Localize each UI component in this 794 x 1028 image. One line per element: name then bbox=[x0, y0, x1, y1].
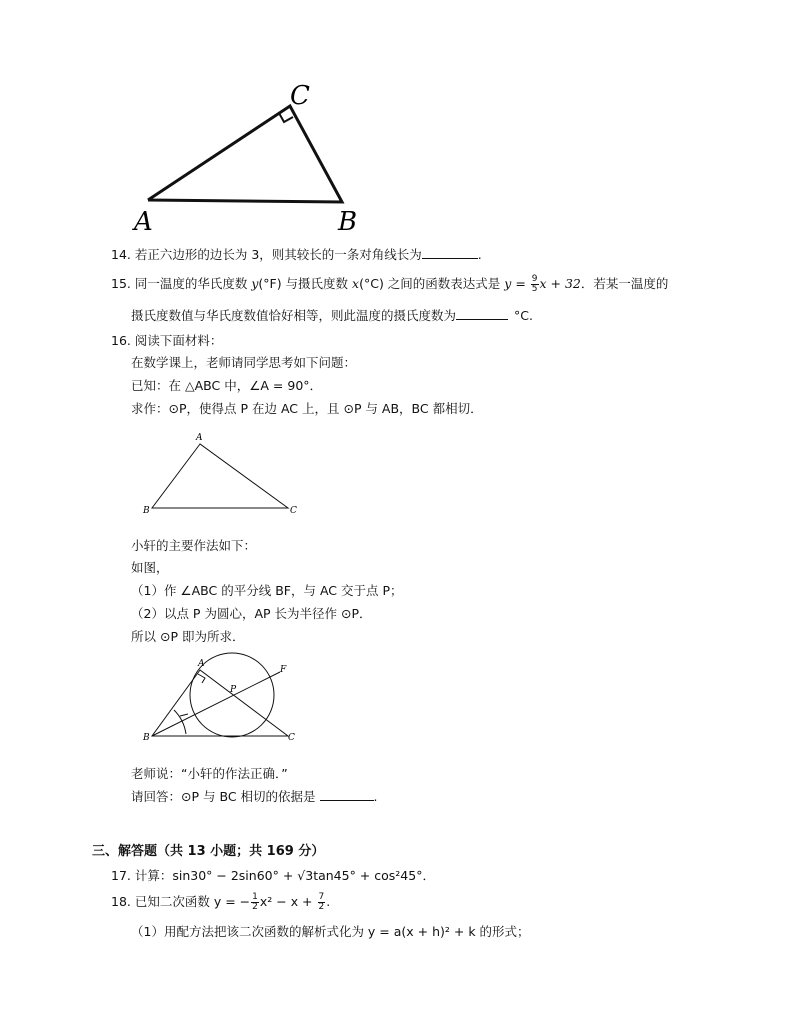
right-angle-mark bbox=[279, 113, 293, 122]
question-18-line1 bbox=[111, 892, 330, 912]
q16-triangle-figure bbox=[140, 430, 310, 522]
label-B: B bbox=[338, 207, 358, 237]
fig1-label-C: C bbox=[290, 506, 297, 516]
q16-l11-end: . bbox=[373, 789, 378, 804]
q15-expr-tail: x + 32 bbox=[539, 276, 581, 291]
q16-blank[interactable] bbox=[320, 788, 374, 801]
q16-line1: 16. 阅读下面材料： bbox=[111, 333, 223, 348]
q14-blank[interactable] bbox=[422, 246, 478, 259]
q16-triangle-sides bbox=[152, 444, 288, 508]
fig2-label-P: P bbox=[230, 685, 237, 695]
question-15-line1: 15. 同一温度的华氏度数 y(°F) 与摄氏度数 x(°C) 之间的函数表达式是 y = $\frac{9}{5}$ x + 32．若某一温度的 bbox=[111, 274, 669, 294]
q15-l1d: ．若某一温度的 bbox=[580, 276, 669, 291]
q16-line2: 在数学课上，老师请同学思考如下问题： bbox=[131, 355, 357, 370]
q16-line9: 所以 ⊙P 即为所求． bbox=[131, 629, 245, 644]
q18-fraction-1: $\frac{1}{2}$ bbox=[252, 892, 258, 912]
q16-line7: （1）作 ∠ABC 的平分线 BF，与 AC 交于点 P； bbox=[131, 583, 403, 598]
fig2-label-C: C bbox=[288, 733, 295, 743]
q15-y: y bbox=[251, 276, 259, 291]
q16-line6: 如图， bbox=[131, 560, 169, 575]
fig2-label-A: A bbox=[198, 659, 205, 669]
section-3-title: 三、解答题（共 13 小题；共 169 分） bbox=[92, 844, 325, 859]
q16-line10: 老师说：“小轩的作法正确．” bbox=[131, 766, 288, 781]
q15-fraction: $\frac{9}{5}$ bbox=[531, 274, 538, 294]
q18-l1a: 18. 已知二次函数 y = − bbox=[111, 894, 251, 909]
q15-l1a: 15. 同一温度的华氏度数 bbox=[111, 276, 252, 291]
q14-text: 14. 若正六边形的边长为 3，则其较长的一条对角线长为 bbox=[111, 247, 422, 262]
q16-l11-text: 请回答：⊙P 与 BC 相切的依据是 bbox=[131, 789, 316, 804]
q15-unit: °C. bbox=[514, 308, 533, 323]
q18-l1c: . bbox=[326, 894, 331, 909]
fig2-arc-mark-2 bbox=[180, 714, 188, 716]
q15-blank[interactable] bbox=[456, 307, 508, 320]
question-17: 17. 计算：sin30° − 2sin60° + √3tan45° + cos²45°． bbox=[111, 868, 435, 883]
label-A: A bbox=[134, 207, 153, 237]
q16-line4: 求作：⊙P，使得点 P 在边 AC 上，且 ⊙P 与 AB，BC 都相切． bbox=[131, 401, 483, 416]
fig1-label-A: A bbox=[196, 433, 203, 443]
q18-l1b: x² − x + bbox=[259, 894, 317, 909]
q16-line5: 小轩的主要作法如下： bbox=[131, 538, 257, 553]
triangle-sides bbox=[148, 106, 342, 202]
fig2-right-angle-mark bbox=[198, 674, 205, 683]
q16-line3: 已知：在 △ABC 中，∠A = 90°． bbox=[131, 378, 323, 393]
question-18-line2: （1）用配方法把该二次函数的解析式化为 y = a(x + h)² + k 的形式； bbox=[131, 924, 530, 939]
q16-construction-figure bbox=[140, 652, 310, 748]
top-triangle-figure bbox=[130, 78, 370, 238]
question-15-line2 bbox=[131, 306, 533, 324]
q18-fraction-2: $\frac{7}{2}$ bbox=[318, 892, 325, 912]
question-14 bbox=[111, 245, 482, 263]
q16-line8: （2）以点 P 为圆心，AP 长为半径作 ⊙P． bbox=[131, 606, 372, 621]
q15-l2: 摄氏度数值与华氏度数值恰好相等，则此温度的摄氏度数为 bbox=[131, 308, 457, 323]
q16-line11 bbox=[131, 787, 378, 805]
q14-end: . bbox=[477, 247, 482, 262]
q15-x: x bbox=[352, 276, 360, 291]
label-C: C bbox=[290, 81, 310, 111]
fig2-label-F: F bbox=[280, 665, 287, 675]
fig1-label-B: B bbox=[143, 506, 150, 516]
fig2-label-B: B bbox=[143, 733, 150, 743]
q15-l1b: (°F) 与摄氏度数 bbox=[258, 276, 353, 291]
q15-l1c: (°C) 之间的函数表达式是 bbox=[359, 276, 505, 291]
